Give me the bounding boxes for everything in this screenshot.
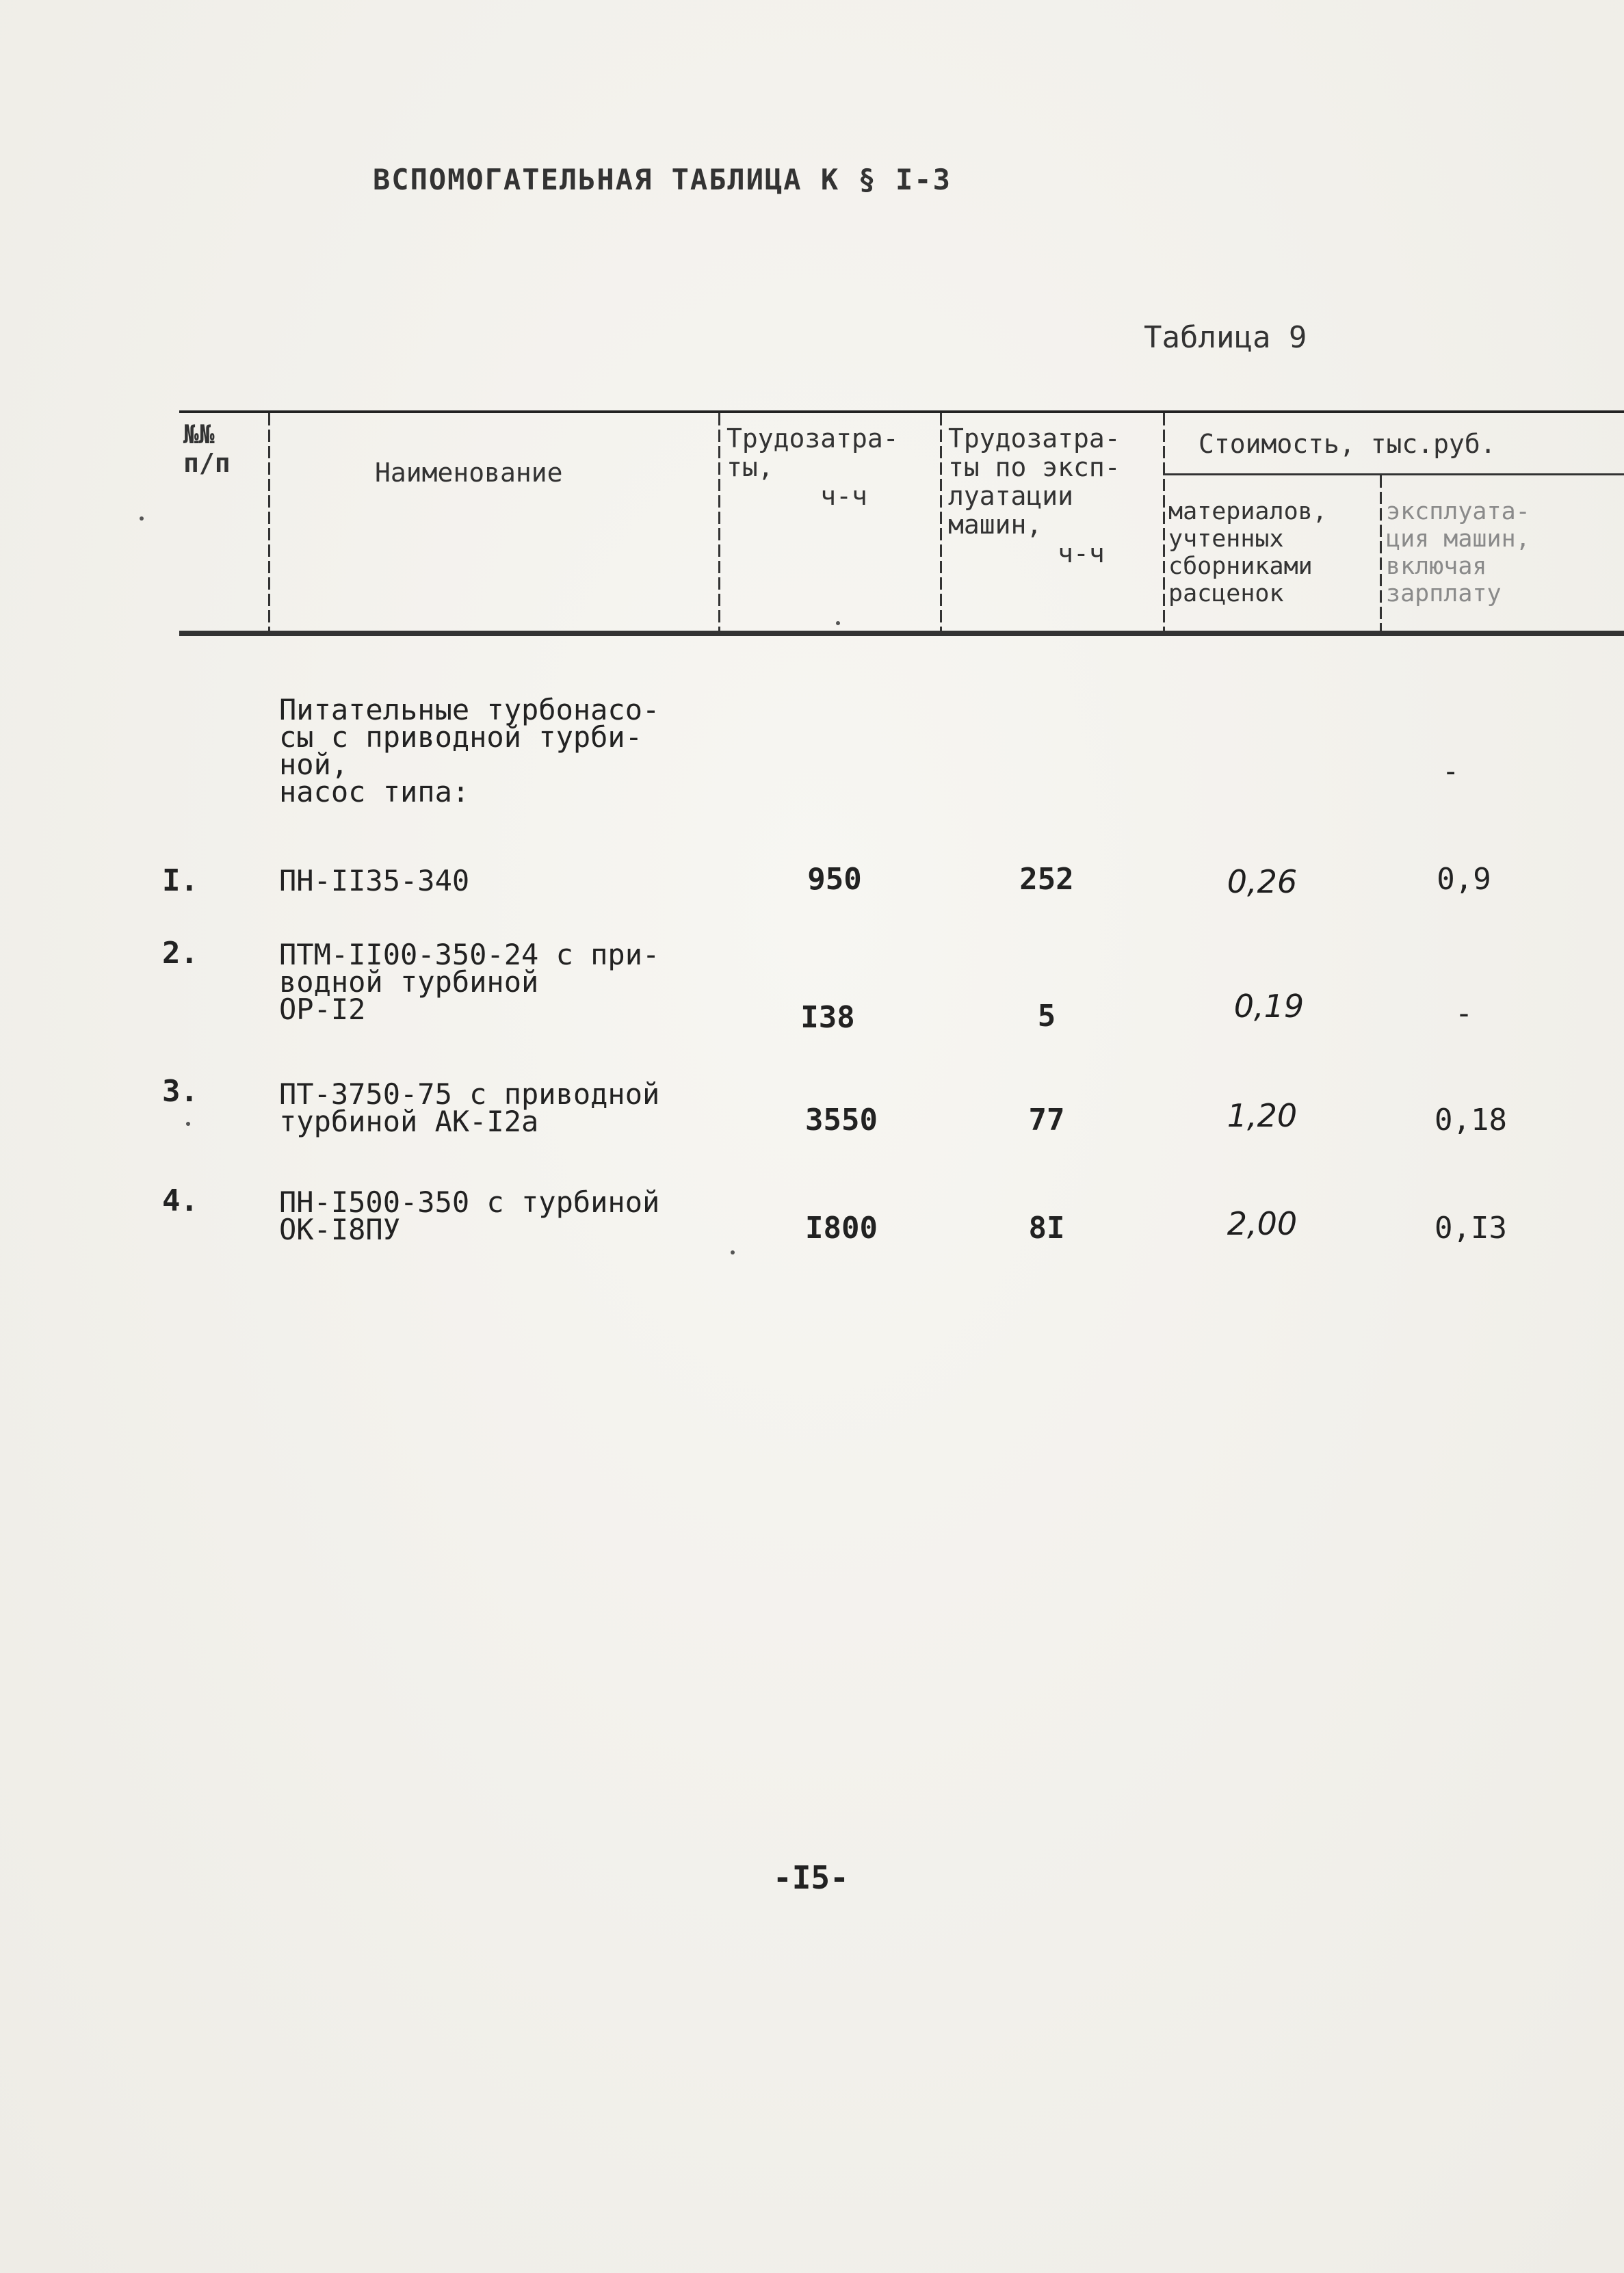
row-name: ПТМ-II00-350-24 с при- водной турбиной ОР-I2 — [279, 938, 660, 1026]
row-cost-materials: 0,26 — [1227, 863, 1298, 900]
row-cost-exploitation: 0,18 — [1435, 1103, 1507, 1138]
row-labor-exploitation: 8I — [1028, 1211, 1065, 1246]
row-number: I. — [162, 863, 198, 898]
row-number: 2. — [162, 936, 198, 971]
row-cost-exploitation: - — [1454, 996, 1474, 1031]
header-bottom-rule — [179, 631, 1624, 636]
row-name: ПН-I500-350 с турбиной ОК-I8ПУ — [279, 1185, 660, 1246]
row-number: 4. — [162, 1183, 198, 1218]
column-divider — [940, 413, 942, 632]
header-col-cost-group: Стоимость, тыс.руб. — [1199, 429, 1496, 459]
page-number: -I5- — [773, 1859, 849, 1896]
scan-speck — [186, 1122, 190, 1126]
group-title: Питательные турбонасо- сы с приводной турби- ной, насос типа: — [279, 693, 660, 809]
row-number: 3. — [162, 1074, 198, 1109]
header-col-cost-materials: материалов, учтенных сборниками расценок — [1168, 498, 1327, 607]
column-divider — [718, 413, 720, 632]
column-divider — [1380, 475, 1382, 631]
row-cost-materials: 1,20 — [1227, 1097, 1298, 1134]
row-labor-exploitation: 252 — [1019, 862, 1074, 897]
page-heading: ВСПОМОГАТЕЛЬНАЯ ТАБЛИЦА К § I-3 — [373, 163, 952, 196]
table-header — [179, 410, 1624, 636]
row-labor-exploitation: 77 — [1028, 1103, 1065, 1138]
column-divider — [1163, 413, 1165, 632]
scan-speck — [836, 621, 840, 625]
header-col-number: №№ п/п — [183, 419, 231, 478]
row-cost-exploitation: 0,I3 — [1435, 1211, 1507, 1246]
row-name: ПН-II35-340 — [279, 864, 470, 897]
header-top-rule — [179, 410, 1624, 413]
row-name: ПТ-3750-75 с приводной турбиной АК-I2а — [279, 1077, 660, 1138]
header-col-name: Наименование — [375, 458, 563, 488]
group-dash: - — [1442, 754, 1460, 788]
header-sub-rule — [1163, 473, 1624, 475]
header-col-labor-exploitation: Трудозатра- ты по эксп- луатации машин, ч-ч — [948, 423, 1121, 568]
row-labor: I800 — [805, 1211, 878, 1246]
header-col-labor: Трудозатра- ты, ч-ч — [726, 423, 899, 511]
row-cost-materials: 2,00 — [1227, 1205, 1298, 1242]
scan-speck — [140, 516, 144, 521]
row-labor: I38 — [800, 1000, 855, 1035]
row-labor-exploitation: 5 — [1037, 999, 1056, 1034]
row-labor: 950 — [807, 862, 862, 897]
row-cost-exploitation: 0,9 — [1437, 862, 1491, 897]
column-divider — [268, 413, 270, 632]
row-labor: 3550 — [805, 1103, 878, 1138]
scan-speck — [731, 1250, 735, 1254]
row-cost-materials: 0,19 — [1233, 988, 1305, 1025]
table-label: Таблица 9 — [1144, 320, 1307, 355]
header-col-cost-exploitation: эксплуата- ция машин, включая зарплату — [1386, 498, 1530, 607]
